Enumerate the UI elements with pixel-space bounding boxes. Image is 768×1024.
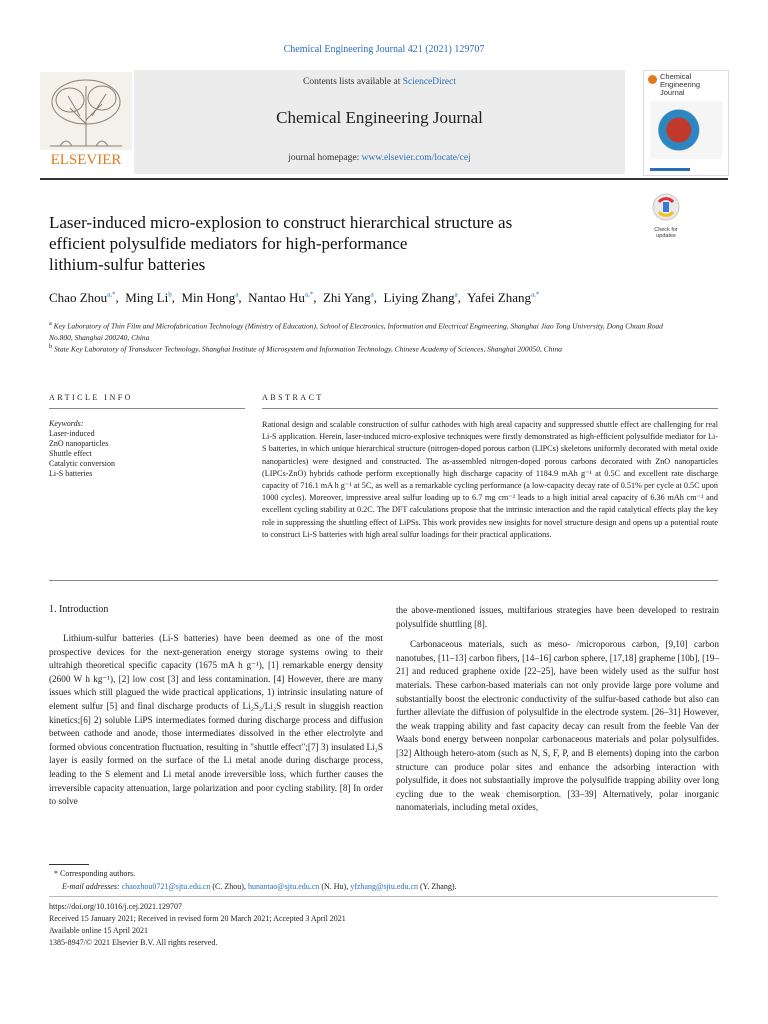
sciencedirect-link[interactable]: ScienceDirect — [402, 77, 456, 87]
copyright-notice: 1385-8947/© 2021 Elsevier B.V. All rights reserved. — [49, 938, 218, 947]
journal-title: Chemical Engineering Journal — [276, 108, 483, 127]
article-info-rule — [49, 408, 245, 409]
author[interactable]: Zhi Yang — [322, 290, 371, 305]
cover-logo-icon — [648, 75, 657, 84]
footnote-bottom-rule — [49, 896, 718, 897]
email-addresses — [62, 881, 457, 893]
title-line: Laser-induced micro-explosion to construct hierarchical structure as — [49, 213, 513, 232]
email-owner: (C. Zhou), — [210, 882, 248, 891]
footnote-rule — [49, 864, 89, 865]
author-affiliation-sup: a,* — [531, 290, 540, 299]
check-for-updates-button[interactable] — [647, 192, 685, 238]
header-rule — [40, 178, 728, 180]
section-heading-introduction: 1. Introduction — [49, 604, 109, 615]
author-affiliation-sup: b — [168, 290, 172, 299]
cover-title-line: Engineering — [660, 80, 701, 89]
affiliation-sup: a — [49, 320, 52, 327]
email-link[interactable]: chaozhou0721@sjtu.edu.cn — [121, 882, 211, 891]
article-info-heading: ARTICLE INFO — [49, 393, 133, 402]
cover-artwork — [650, 101, 722, 159]
keywords-label: Keywords: — [49, 419, 84, 428]
elsevier-tree-icon — [40, 72, 132, 168]
affiliation-b — [49, 341, 679, 355]
intro-paragraph: the above-mentioned issues, multifarious strategies have been developed to restrain polysulfide shuttling [8]. — [396, 605, 719, 629]
author-affiliation-sup: a — [370, 290, 374, 299]
author[interactable]: Min Hong — [181, 290, 236, 305]
email-owner: (Y. Zhang). — [418, 882, 457, 891]
author-affiliation-sup: a — [454, 290, 458, 299]
check-for-updates-icon — [647, 192, 685, 222]
author[interactable]: Nantao Hu — [248, 290, 305, 305]
abstract-rule — [262, 408, 718, 409]
keywords-block — [49, 419, 115, 479]
keyword: Catalytic conversion — [49, 459, 115, 468]
cover-title-line: Journal — [660, 88, 685, 97]
author-affiliation-sup: a — [235, 290, 239, 299]
article-title — [49, 212, 609, 275]
intro-paragraph: Lithium-sulfur batteries (Li-S batteries) have been deemed as one of the most prospective devices for the next-generation energy storage systems owing to their ultrahigh theoretical specific capacity (1675 mA h g⁻¹), [1] remarkable energy density (2600 W h kg⁻¹), [2] low cost [3] and less contamination. [4] However, there are many issues which still plagued the wide practical applications, 1) intrinsic insulating nature of element sulfur [5] and final discharge products of Li₂S₂/Li₂S result in sluggish reaction kinetics;[6] 2) soluble LiPS intermediates formed during discharge process and diffusion between cathode and anode, those intermediates dissolved in the ether electrolyte and formed obvious concentration fluctuation, resulting in "shuttle effect";[7] 3) insulated Li₂S layer is easily formed on the surface of the Li metal anode during discharge process, leading to the S element and Li metal anode irreversible loss, which further causes the irreversible capacity attenuation, large polarization and poor cycling stability. [8] In order to solve — [49, 633, 383, 807]
contents-line — [134, 77, 625, 87]
corresponding-authors-note: * Corresponding authors. — [54, 869, 136, 878]
author[interactable]: Liying Zhang — [383, 290, 455, 305]
author[interactable]: Chao Zhou — [49, 290, 108, 305]
affiliation-text: Key Laboratory of Thin Film and Microfabrication Technology (Ministry of Education), School of Electronics, Information and Electrical Engineering, Shanghai Jiao Tong University, Dong Chuan Road No.800, Shanghai 200240, China — [49, 321, 663, 342]
title-line: lithium-sulfur batteries — [49, 255, 206, 274]
email-link[interactable]: yfzhang@sjtu.edu.cn — [350, 882, 418, 891]
publisher-name: ELSEVIER — [50, 152, 122, 168]
affiliation-text: State Key Laboratory of Transducer Technology, Shanghai Institute of Microsystem and Information Technology, Chinese Academy of Sciences, Shanghai 200050, China — [54, 344, 562, 354]
affiliation-a — [49, 318, 679, 343]
author-list: Chao Zhou$^{a,*}$, Ming Li$^b$, Min Hong$^a$, Nantao $Hu^{a,*}$, Zhi Yang$^a$, Liying Zhang$^a$, Yafei Zhang$^{a,*}$ — [49, 290, 540, 305]
received-dates: Received 15 January 2021; Received in revised form 20 March 2021; Accepted 3 April 2021 — [49, 914, 346, 923]
keyword: Shuttle effect — [49, 449, 92, 458]
author[interactable]: Ming Li — [125, 290, 169, 305]
author-affiliation-sup: a,* — [304, 290, 314, 299]
check-for-updates-label: Check for updates — [654, 227, 678, 239]
homepage-prefix: journal homepage: — [288, 153, 362, 163]
intro-right-column — [396, 604, 719, 815]
available-online-date: Available online 15 April 2021 — [49, 926, 148, 935]
elsevier-logo — [40, 72, 132, 168]
journal-reference-link[interactable]: Chemical Engineering Journal 421 (2021) 129707 — [283, 44, 485, 55]
abstract-text: Rational design and scalable construction of sulfur cathodes with high areal capacity and suppressed shuttle effect are challenging for real Li-S application. Herein, laser-induced micro-explosive techniques were firstly demonstrated as high-efficient polysulfide mediator for Li-S batteries, in which unique hierarchical structure (nitrogen-doped porous carbon (LIPCs) skeletons uniformly decorated with metal oxide nanoparticles) were designed and constructed. The as-assembled nitrogen-doped porous carbons decorated with ZnO nanoparticles (LIPCs-ZnO) hybrids cathode perform exceptionally high discharge capacity of 1184.9 mAh g⁻¹ at 0.5C and excellent rate discharge capacity of 716.1 mA h g⁻¹ at 5C, as well as a remarkable cycling performance (a low-capacity decay rate of 0.51% per cycle at 0.5C upon 1000 cycles). Moreover, impressive areal sulfur loading up to 6.7 mg cm⁻² leads to a high initial areal capacity of 6.36 mAh cm⁻² and excellent cycling stability at 0.2C. The DFT calculations propose that the intrinsic interaction and the rapid catalytical effects play the key role in suppressing the shuttling effect of LiPSs. This work provides new insights for novel structure design and opens up a potential route to construct Li-S batteries with high areal sulfur loadings for their practical applications. — [262, 420, 718, 539]
affiliation-sup: b — [49, 343, 53, 350]
author-affiliation-sup: a,* — [107, 290, 116, 299]
abstract-bottom-rule — [49, 580, 718, 581]
journal-cover-thumbnail — [643, 70, 729, 176]
author[interactable]: Yafei Zhang — [467, 290, 532, 305]
homepage-line — [134, 153, 625, 163]
email-link[interactable]: hunantao@sjtu.edu.cn — [247, 882, 320, 891]
keyword: ZnO nanoparticles — [49, 439, 109, 448]
email-owner: (N. Hu), — [319, 882, 351, 891]
title-line: efficient polysulfide mediators for high-performance — [49, 234, 408, 253]
intro-left-column — [49, 632, 383, 809]
abstract-heading: ABSTRACT — [262, 393, 324, 402]
cover-title-line: Chemical — [660, 72, 692, 81]
intro-paragraph: Carbonaceous materials, such as meso- /microporous carbon, [9,10] carbon nanotubes, [11–13] carbon fibers, [14–16] carbon sphere, [17,18] grapheme [10b], [19–21] and reduced graphene oxide [22–25], have been widely used as the sulfur host materials. These carbon-based materials can not only provide large pore volume and substantially boost the electronic conductivity of the sulfur-based cathode but also can further alleviate the diffusion of polysulfide in the electrode system. [26–31] However, the weak trapping ability and fast capacity decay can result from the feeble Van der Waals bond energy between nonpolar carbonaceous materials and polar polysulfides. [32] Although hetero-atom (such as N, S, F, P, and B elements) doping into the carbon structure can produce polar sites and enhance the adsorbing interaction with polysulfide, it does not substantially improve the polysulfide trapping ability over long cycling due to the weak chemisorption. [33–39] Alternatively, polar inorganic nanomaterials, including metal oxides, — [396, 639, 719, 813]
keyword: Li-S batteries — [49, 469, 93, 478]
keyword: Laser-induced — [49, 429, 95, 438]
cover-footer-bar — [650, 168, 690, 171]
contents-prefix: Contents lists available at — [302, 77, 403, 87]
email-label: E-mail addresses: — [62, 882, 122, 891]
homepage-link[interactable]: www.elsevier.com/locate/cej — [361, 153, 471, 163]
doi-link[interactable]: https://doi.org/10.1016/j.cej.2021.129707 — [49, 902, 182, 911]
